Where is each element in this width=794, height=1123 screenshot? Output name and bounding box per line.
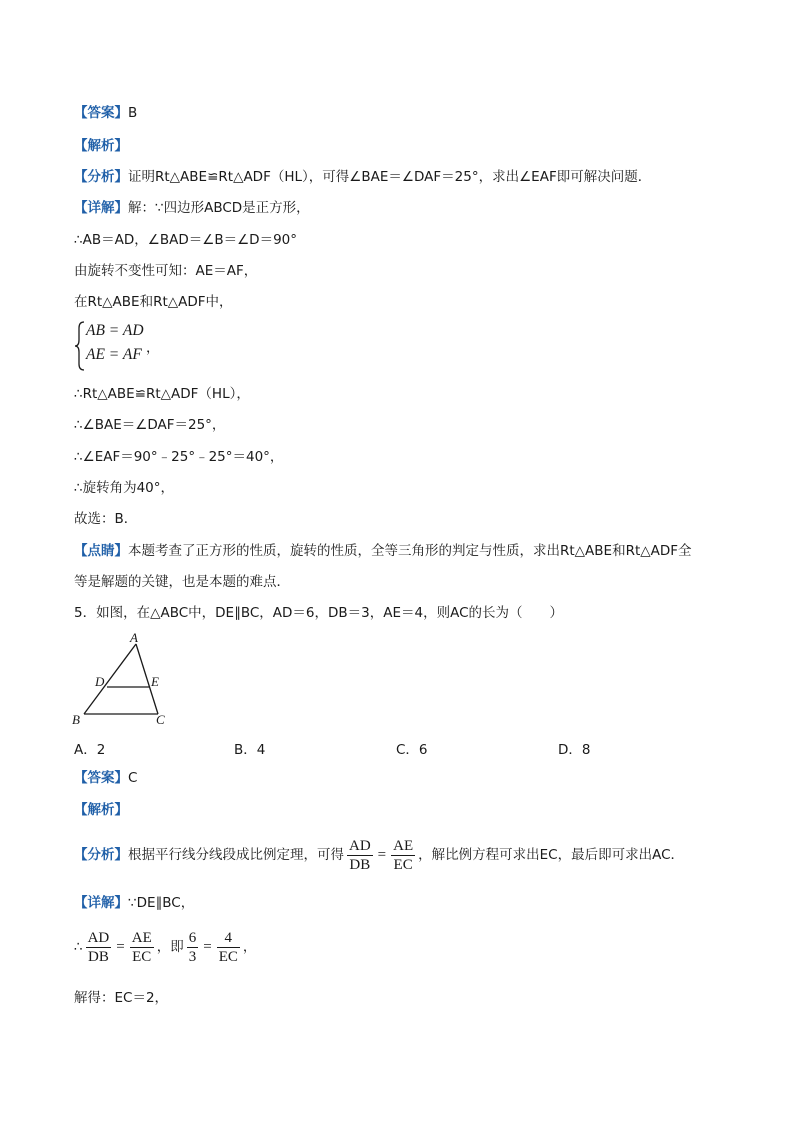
triangle-diagram xyxy=(70,630,180,730)
side-ab xyxy=(84,644,136,714)
analysis-tag: 【解析】 xyxy=(74,802,128,818)
vertex-label-d: D xyxy=(95,674,105,689)
answer-value: C xyxy=(128,770,138,786)
step-line: 由旋转不变性可知：AE＝AF， xyxy=(74,263,258,279)
denominator: EC xyxy=(130,947,154,966)
question-stem: 5．如图，在△ABC中，DE∥BC，AD＝6，DB＝3，AE＝4，则AC的长为（ ） xyxy=(74,605,564,621)
xiangjie-text: 解：∵四边形ABCD是正方形， xyxy=(128,200,310,216)
dianjing-line xyxy=(74,541,692,561)
fenxi-line xyxy=(74,836,684,874)
fenxi-pre: 根据平行线分线段成比例定理，可得 xyxy=(128,847,344,863)
step-line: ∴∠EAF＝90°﹣25°﹣25°＝40°， xyxy=(74,449,284,465)
vertex-label-e: E xyxy=(151,674,159,689)
fraction-ae-ec xyxy=(391,837,415,874)
numerator: 4 xyxy=(224,929,233,946)
vertex-label-b: B xyxy=(72,712,80,727)
answer-line xyxy=(74,103,137,123)
option-c: C．6 xyxy=(396,742,428,758)
step-line: 故选：B． xyxy=(74,511,138,527)
answer-tag: 【答案】 xyxy=(74,770,128,786)
step-line: ∴Rt△ABE≌Rt△ADF（HL）， xyxy=(74,386,250,402)
numerator: AE xyxy=(393,837,414,854)
equals-sign: = xyxy=(203,939,212,955)
triangle-figure xyxy=(70,630,180,734)
denominator: 3 xyxy=(188,948,197,965)
ji-text: ，即 xyxy=(156,939,184,955)
dianjing-text: 本题考查了正方形的性质，旋转的性质，全等三角形的判定与性质，求出Rt△ABE和Rt△ADF全 xyxy=(128,543,692,559)
analysis-tag: 【解析】 xyxy=(74,138,128,154)
fenxi-text: 证明Rt△ABE≌Rt△ADF（HL），可得∠BAE＝∠DAF＝25°，求出∠EAF即可解决问题． xyxy=(128,169,652,185)
xiangjie-tag: 【详解】 xyxy=(74,200,128,216)
proportion-line xyxy=(74,928,256,966)
end-comma: ， xyxy=(242,939,257,955)
denominator: EC xyxy=(218,948,238,965)
fenxi-tag: 【分析】 xyxy=(74,169,128,185)
vertex-label-a: A xyxy=(130,630,138,645)
xiangjie-line xyxy=(74,198,310,218)
fraction-4-ec xyxy=(217,929,240,966)
numerator: AE xyxy=(131,929,152,946)
fraction-6-3 xyxy=(187,929,199,966)
fraction-ad-db xyxy=(347,837,373,874)
xiangjie-tag: 【详解】 xyxy=(74,895,128,911)
option-d: D．8 xyxy=(558,742,591,758)
numerator: AD xyxy=(349,837,371,854)
fenxi-tag: 【分析】 xyxy=(74,847,128,863)
system-row-2: AE = AF xyxy=(86,346,142,363)
equals-sign: = xyxy=(377,847,387,863)
therefore-symbol: ∴ xyxy=(74,939,83,955)
answer-tag: 【答案】 xyxy=(74,105,128,121)
option-b: B．4 xyxy=(234,742,266,758)
equals-sign: = xyxy=(116,939,125,955)
step-line: ∴AB＝AD，∠BAD＝∠B＝∠D＝90° xyxy=(74,232,298,248)
fenxi-line xyxy=(74,167,651,187)
denominator: EC xyxy=(391,855,415,874)
left-brace-icon xyxy=(74,320,86,372)
numerator: AD xyxy=(87,929,110,946)
analysis-heading xyxy=(74,800,128,820)
equation-system xyxy=(74,320,174,370)
fraction-ad-db xyxy=(86,929,112,966)
fraction-ae-ec xyxy=(130,929,154,966)
analysis-heading xyxy=(74,136,128,156)
step-line: ∴∠BAE＝∠DAF＝25°， xyxy=(74,417,226,433)
system-row-1: AB = AD xyxy=(86,322,144,339)
system-comma: ， xyxy=(146,340,160,356)
xiangjie-line xyxy=(74,893,194,913)
denominator: DB xyxy=(86,947,112,966)
vertex-label-c: C xyxy=(156,712,165,727)
numerator: 6 xyxy=(188,929,197,946)
fenxi-post: ，解比例方程可求出EC，最后即可求出AC． xyxy=(418,847,685,863)
answer-value: B xyxy=(128,105,138,121)
answer-line xyxy=(74,768,137,788)
solve-line: 解得：EC＝2， xyxy=(74,990,169,1006)
step-line: ∴旋转角为40°， xyxy=(74,480,175,496)
denominator: DB xyxy=(347,855,373,874)
dianjing-continuation: 等是解题的关键，也是本题的难点． xyxy=(74,574,290,590)
option-a: A．2 xyxy=(74,742,106,758)
step-line: 在Rt△ABE和Rt△ADF中， xyxy=(74,294,233,310)
dianjing-tag: 【点睛】 xyxy=(74,543,128,559)
xiangjie-text: ∵DE∥BC， xyxy=(128,895,195,911)
